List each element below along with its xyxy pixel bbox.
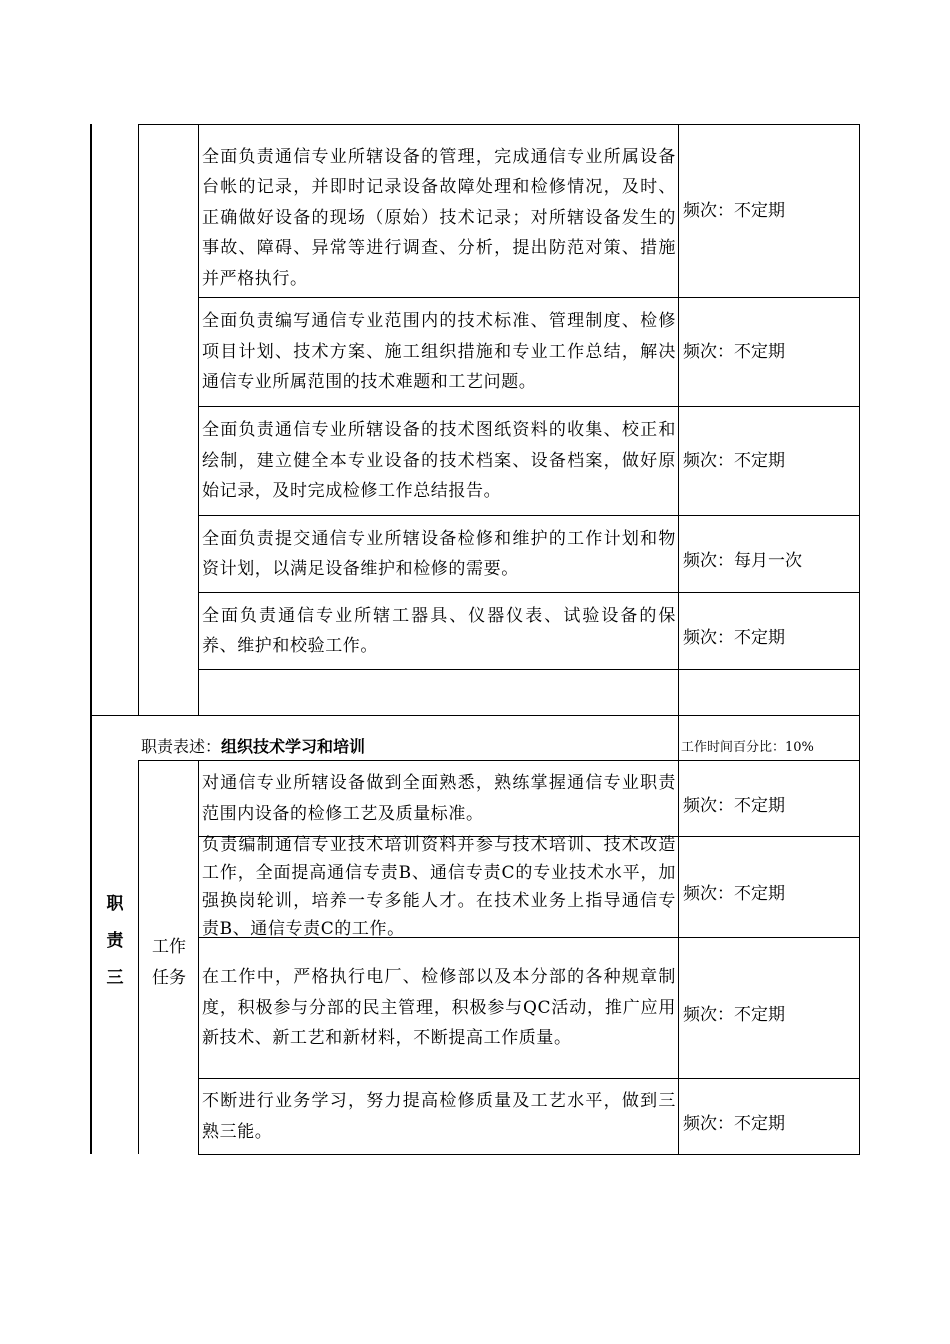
task-frequency: 频次：不定期 <box>683 451 785 471</box>
outer-left-border <box>90 124 92 1154</box>
task-frequency: 频次：不定期 <box>683 1005 785 1025</box>
task-text: 对通信专业所辖设备做到全面熟悉，熟练掌握通信专业职责范围内设备的检修工艺及质量标准。 <box>202 773 676 824</box>
right-border <box>859 124 860 1154</box>
task-frequency: 频次：不定期 <box>683 1113 785 1134</box>
task-text: 全面负责编写通信专业范围内的技术标准、管理制度、检修项目计划、技术方案、施工组织措施和专业工作总结，解决通信专业所属范围的技术难题和工艺问题。 <box>202 311 676 393</box>
col3-border <box>198 124 199 715</box>
duty-description: 职责表述： 组织技术学习和培训 <box>141 731 365 759</box>
task-text: 全面负责通信专业所辖设备的技术图纸资料的收集、校正和绘制，建立健全本专业设备的技术档案、设备档案，做好原始记录，及时完成检修工作总结报告。 <box>202 420 676 502</box>
task-frequency: 频次：不定期 <box>683 342 785 362</box>
task-text: 全面负责通信专业所辖设备的管理，完成通信专业所属设备台帐的记录，并即时记录设备故障处理和检修情况，及时、正确做好设备的现场（原始）技术记录；对所辖设备发生的事故、障碍、异常等进行调查、分析，提出防范对策、措施并严格执行。 <box>202 146 676 289</box>
work-task-label: 工作 任务 <box>152 937 186 988</box>
duty-title: 组织技术学习和培训 <box>221 736 366 756</box>
task-frequency: 频次：不定期 <box>683 795 785 816</box>
col3-border-lower <box>198 760 199 1154</box>
task-text: 不断进行业务学习，努力提高检修质量及工艺水平，做到三熟三能。 <box>202 1091 676 1142</box>
task-text: 负责编制通信专业技术培训资料并参与技术培训、技术改造工作，全面提高通信专责B、通信专责C的专业技术水平，加强换岗轮训，培养一专多能人才。在技术业务上指导通信专责B、通信专责C的工作。 <box>202 835 676 939</box>
section-divider <box>90 715 860 716</box>
task-frequency: 频次：不定期 <box>683 628 785 648</box>
task-text: 在工作中，严格执行电厂、检修部以及本分部的各种规章制度，积极参与分部的民主管理，积极参与QC活动，推广应用新技术、新工艺和新材料，不断提高工作质量。 <box>202 967 676 1049</box>
duty-label: 职 责 三 <box>106 894 124 988</box>
task-frequency: 频次：每月一次 <box>683 551 802 571</box>
task-text: 全面负责通信专业所辖工器具、仪器仪表、试验设备的保养、维护和校验工作。 <box>202 605 676 656</box>
task-frequency: 频次：不定期 <box>683 884 785 904</box>
work-time-percentage: 工作时间百分比：10% <box>681 739 814 755</box>
col4-border <box>678 124 679 1154</box>
col2-border-lower <box>138 760 139 1154</box>
task-frequency: 频次：不定期 <box>683 201 785 221</box>
task-text: 全面负责提交通信专业所辖设备检修和维护的工作计划和物资计划，以满足设备维护和检修的需要。 <box>202 528 676 579</box>
col2-border <box>138 124 139 715</box>
